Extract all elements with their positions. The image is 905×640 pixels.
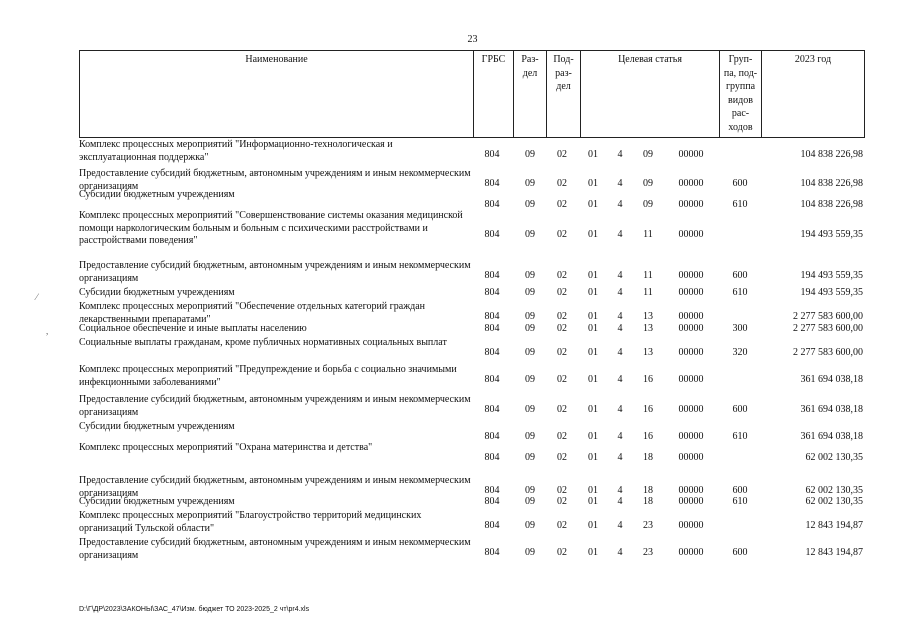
cell-podrazdel: 02: [557, 520, 567, 531]
cell-razdel: 09: [525, 311, 535, 322]
table-row: [79, 189, 865, 210]
header-gruppa: [719, 51, 761, 137]
cell-cs2: 4: [617, 347, 623, 358]
cell-cs2: 4: [617, 323, 623, 334]
page-number: 23: [467, 34, 478, 45]
cell-gruppa: 610: [732, 199, 748, 210]
file-path-footer: D:\Г\ДР\2023\ЗАКОНЫ\ЗАС_47\Изм. бюджет ТО 2023-2025_2 чт\pr4.xls: [79, 606, 310, 613]
cell-grbs: 804: [484, 287, 500, 298]
table-header: [79, 50, 865, 138]
row-name: Комплекс процессных мероприятий "Благоустройство территорий медицинских организаций Тульской области": [79, 510, 422, 534]
cell-podrazdel: 02: [557, 347, 567, 358]
header-gruppa-line: ходов: [728, 121, 753, 133]
cell-sum: 12 843 194,87: [805, 547, 863, 558]
cell-podrazdel: 02: [557, 229, 567, 240]
cell-gruppa: 600: [732, 404, 748, 415]
cell-grbs: 804: [484, 149, 500, 160]
cell-podrazdel: 02: [557, 496, 567, 507]
cell-podrazdel: 02: [557, 178, 567, 189]
table-row: [79, 475, 865, 499]
cell-cs4: 00000: [678, 547, 704, 558]
cell-cs1: 01: [588, 178, 598, 189]
cell-cs2: 4: [617, 374, 623, 385]
cell-cs3: 18: [643, 485, 653, 496]
cell-cs1: 01: [588, 323, 598, 334]
cell-cs1: 01: [588, 547, 598, 558]
cell-cs2: 4: [617, 404, 623, 415]
cell-podrazdel: 02: [557, 374, 567, 385]
cell-cs3: 09: [643, 199, 653, 210]
row-name: Предоставление субсидий бюджетным, автономным учреждениям и иным некоммерческим организациям: [79, 537, 471, 561]
cell-razdel: 09: [525, 347, 535, 358]
cell-cs3: 18: [643, 496, 653, 507]
cell-sum: 361 694 038,18: [800, 374, 863, 385]
cell-cs4: 00000: [678, 149, 704, 160]
cell-cs2: 4: [617, 520, 623, 531]
header-podrazdel-line: Под-: [553, 54, 574, 65]
cell-cs4: 00000: [678, 520, 704, 531]
cell-cs4: 00000: [678, 270, 704, 281]
cell-cs2: 4: [617, 311, 623, 322]
cell-podrazdel: 02: [557, 547, 567, 558]
cell-podrazdel: 02: [557, 452, 567, 463]
row-name: Комплекс процессных мероприятий "Охрана материнства и детства": [79, 442, 373, 453]
cell-sum: 2 277 583 600,00: [793, 311, 863, 322]
cell-razdel: 09: [525, 149, 535, 160]
cell-cs3: 16: [643, 374, 653, 385]
table-row: [79, 337, 865, 364]
cell-razdel: 09: [525, 404, 535, 415]
cell-sum: 62 002 130,35: [805, 496, 863, 507]
cell-cs1: 01: [588, 496, 598, 507]
header-razdel: [513, 51, 546, 137]
table-row: [79, 510, 865, 537]
cell-cs2: 4: [617, 270, 623, 281]
cell-grbs: 804: [484, 496, 500, 507]
cell-grbs: 804: [484, 229, 500, 240]
cell-sum: 194 493 559,35: [800, 229, 863, 240]
cell-cs1: 01: [588, 520, 598, 531]
cell-razdel: 09: [525, 270, 535, 281]
cell-cs4: 00000: [678, 311, 704, 322]
cell-cs3: 16: [643, 431, 653, 442]
table-row: [79, 496, 865, 510]
cell-grbs: 804: [484, 347, 500, 358]
cell-gruppa: 600: [732, 485, 748, 496]
margin-mark: ⁄: [36, 292, 38, 302]
header-podrazdel-line: дел: [556, 81, 571, 92]
cell-cs1: 01: [588, 287, 598, 298]
cell-grbs: 804: [484, 520, 500, 531]
cell-sum: 361 694 038,18: [800, 404, 863, 415]
cell-cs4: 00000: [678, 323, 704, 334]
cell-grbs: 804: [484, 404, 500, 415]
cell-sum: 2 277 583 600,00: [793, 323, 863, 334]
cell-cs2: 4: [617, 178, 623, 189]
row-name: Предоставление субсидий бюджетным, автономным учреждениям и иным некоммерческим организациям: [79, 475, 471, 499]
cell-gruppa: 300: [732, 323, 748, 334]
row-name: Комплекс процессных мероприятий "Обеспечение отдельных категорий граждан лекарственными препаратами": [79, 301, 425, 325]
cell-sum: 12 843 194,87: [805, 520, 863, 531]
cell-grbs: 804: [484, 374, 500, 385]
header-podrazdel-line: раз-: [555, 67, 572, 79]
cell-grbs: 804: [484, 311, 500, 322]
cell-razdel: 09: [525, 520, 535, 531]
cell-razdel: 09: [525, 199, 535, 210]
cell-cs3: 11: [643, 270, 653, 281]
cell-cs1: 01: [588, 404, 598, 415]
row-name: Предоставление субсидий бюджетным, автономным учреждениям и иным некоммерческим организациям: [79, 260, 471, 284]
header-gruppa-line: рас-: [731, 108, 750, 119]
cell-cs3: 09: [643, 178, 653, 189]
cell-sum: 361 694 038,18: [800, 431, 863, 442]
cell-razdel: 09: [525, 431, 535, 442]
cell-grbs: 804: [484, 270, 500, 281]
cell-sum: 104 838 226,98: [800, 199, 863, 210]
cell-cs1: 01: [588, 229, 598, 240]
cell-gruppa: 600: [732, 270, 748, 281]
cell-cs1: 01: [588, 374, 598, 385]
header-grbs: [473, 51, 513, 137]
cell-cs4: 00000: [678, 347, 704, 358]
cell-gruppa: 610: [732, 496, 748, 507]
cell-cs2: 4: [617, 199, 623, 210]
cell-cs1: 01: [588, 149, 598, 160]
row-name: Субсидии бюджетным учреждениям: [79, 189, 235, 200]
cell-podrazdel: 02: [557, 323, 567, 334]
row-name: Комплекс процессных мероприятий "Предупреждение и борьба с социально значимыми инфекционными заболеваниями": [79, 364, 457, 388]
cell-podrazdel: 02: [557, 485, 567, 496]
cell-cs1: 01: [588, 199, 598, 210]
table-row: [79, 210, 865, 260]
cell-cs4: 00000: [678, 374, 704, 385]
cell-grbs: 804: [484, 485, 500, 496]
header-celevaya-label: Целевая статья: [618, 54, 682, 65]
cell-gruppa: 610: [732, 431, 748, 442]
cell-cs4: 00000: [678, 199, 704, 210]
table-row: [79, 364, 865, 394]
cell-gruppa: 600: [732, 547, 748, 558]
table-row: [79, 139, 865, 168]
row-name: Субсидии бюджетным учреждениям: [79, 421, 235, 432]
cell-podrazdel: 02: [557, 431, 567, 442]
header-name-label: Наименование: [245, 54, 308, 65]
cell-cs3: 11: [643, 229, 653, 240]
cell-cs3: 23: [643, 520, 653, 531]
cell-cs1: 01: [588, 347, 598, 358]
header-name: [79, 51, 473, 137]
row-name: Предоставление субсидий бюджетным, автономным учреждениям и иным некоммерческим организациям: [79, 394, 471, 418]
cell-cs2: 4: [617, 452, 623, 463]
header-gruppa-line: па, под-: [723, 67, 758, 79]
row-name: Комплекс процессных мероприятий "Информационно-технологическая и эксплуатационная поддержка": [79, 139, 393, 163]
cell-cs1: 01: [588, 270, 598, 281]
cell-cs3: 13: [643, 323, 653, 334]
cell-sum: 62 002 130,35: [805, 485, 863, 496]
cell-cs2: 4: [617, 287, 623, 298]
header-gruppa-line: видов: [728, 94, 753, 106]
cell-cs3: 18: [643, 452, 653, 463]
cell-cs2: 4: [617, 229, 623, 240]
cell-cs4: 00000: [678, 452, 704, 463]
header-gruppa-line: группа: [725, 81, 756, 92]
cell-sum: 104 838 226,98: [800, 178, 863, 189]
cell-cs3: 13: [643, 311, 653, 322]
table-row: [79, 168, 865, 192]
cell-cs4: 00000: [678, 178, 704, 189]
cell-cs1: 01: [588, 485, 598, 496]
cell-razdel: 09: [525, 496, 535, 507]
cell-cs2: 4: [617, 547, 623, 558]
header-gruppa-line: Груп-: [728, 54, 753, 65]
cell-grbs: 804: [484, 323, 500, 334]
header-celevaya: [580, 51, 719, 137]
cell-cs4: 00000: [678, 404, 704, 415]
table-row: [79, 287, 865, 301]
cell-grbs: 804: [484, 452, 500, 463]
header-year: [761, 51, 865, 137]
cell-cs3: 09: [643, 149, 653, 160]
row-name: Комплекс процессных мероприятий "Совершенствование системы оказания медицинской помощи наркологическим больным и больным с психическими расстройствами и расстройствами поведения": [79, 210, 463, 246]
cell-cs4: 00000: [678, 287, 704, 298]
cell-cs1: 01: [588, 431, 598, 442]
cell-gruppa: 610: [732, 287, 748, 298]
cell-podrazdel: 02: [557, 270, 567, 281]
table-row: [79, 537, 865, 564]
cell-razdel: 09: [525, 485, 535, 496]
table-row: [79, 442, 865, 475]
cell-grbs: 804: [484, 178, 500, 189]
cell-razdel: 09: [525, 452, 535, 463]
cell-cs2: 4: [617, 149, 623, 160]
row-name: Социальное обеспечение и иные выплаты населению: [79, 323, 307, 334]
cell-cs4: 00000: [678, 496, 704, 507]
cell-gruppa: 600: [732, 178, 748, 189]
cell-cs4: 00000: [678, 229, 704, 240]
cell-cs1: 01: [588, 452, 598, 463]
header-podrazdel: [546, 51, 580, 137]
cell-grbs: 804: [484, 199, 500, 210]
cell-cs2: 4: [617, 496, 623, 507]
row-name: Социальные выплаты гражданам, кроме публичных нормативных социальных выплат: [79, 337, 447, 348]
cell-razdel: 09: [525, 374, 535, 385]
row-name: Субсидии бюджетным учреждениям: [79, 496, 235, 507]
cell-cs3: 16: [643, 404, 653, 415]
table-row: [79, 323, 865, 337]
cell-razdel: 09: [525, 323, 535, 334]
cell-sum: 104 838 226,98: [800, 149, 863, 160]
cell-razdel: 09: [525, 547, 535, 558]
cell-gruppa: 320: [732, 347, 748, 358]
cell-razdel: 09: [525, 287, 535, 298]
cell-grbs: 804: [484, 547, 500, 558]
cell-cs3: 23: [643, 547, 653, 558]
cell-podrazdel: 02: [557, 149, 567, 160]
table-row: [79, 301, 865, 323]
cell-razdel: 09: [525, 178, 535, 189]
cell-sum: 194 493 559,35: [800, 270, 863, 281]
cell-cs4: 00000: [678, 485, 704, 496]
cell-cs2: 4: [617, 485, 623, 496]
cell-sum: 2 277 583 600,00: [793, 347, 863, 358]
table-row: [79, 421, 865, 442]
cell-podrazdel: 02: [557, 287, 567, 298]
cell-grbs: 804: [484, 431, 500, 442]
header-razdel-line: дел: [522, 67, 538, 79]
margin-mark: ,: [46, 326, 49, 336]
cell-podrazdel: 02: [557, 404, 567, 415]
cell-cs3: 13: [643, 347, 653, 358]
header-year-label: 2023 год: [794, 54, 832, 65]
cell-razdel: 09: [525, 229, 535, 240]
cell-cs2: 4: [617, 431, 623, 442]
cell-cs3: 11: [643, 287, 653, 298]
header-razdel-line: Раз-: [521, 54, 539, 65]
table-row: [79, 394, 865, 421]
cell-podrazdel: 02: [557, 311, 567, 322]
row-name: Предоставление субсидий бюджетным, автономным учреждениям и иным некоммерческим организациям: [79, 168, 471, 192]
row-name: Субсидии бюджетным учреждениям: [79, 287, 235, 298]
cell-podrazdel: 02: [557, 199, 567, 210]
cell-sum: 194 493 559,35: [800, 287, 863, 298]
table-row: [79, 260, 865, 287]
table-body: [79, 139, 865, 564]
cell-sum: 62 002 130,35: [805, 452, 863, 463]
cell-cs4: 00000: [678, 431, 704, 442]
header-grbs-label: ГРБС: [481, 54, 506, 65]
cell-cs1: 01: [588, 311, 598, 322]
